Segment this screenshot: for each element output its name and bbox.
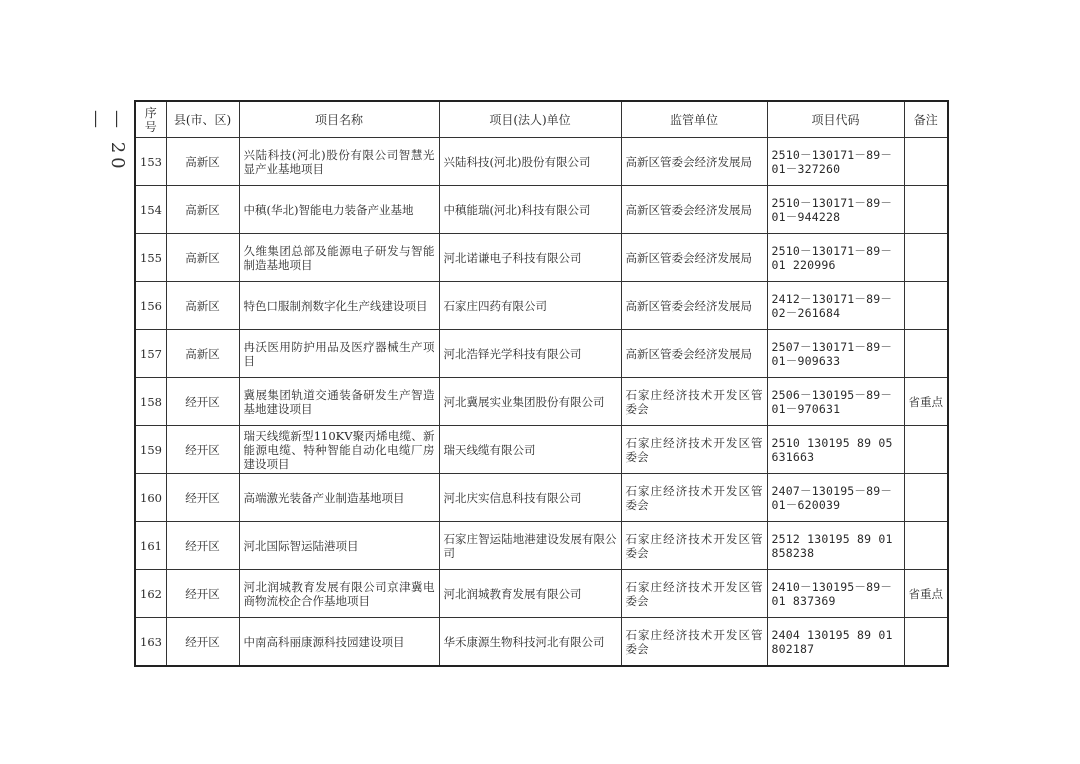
table-row: [135, 426, 948, 474]
note-cell: [904, 186, 948, 234]
note-cell: [904, 234, 948, 282]
project-name-cell: 中稹(华北)智能电力装备产业基地: [239, 186, 439, 234]
table-row: [135, 570, 948, 618]
supervisor-cell: 高新区管委会经济发展局: [621, 186, 767, 234]
header-project-name: 项目名称: [239, 101, 439, 138]
supervisor-cell: 高新区管委会经济发展局: [621, 330, 767, 378]
project-code-cell: 2510－130171－89－01－327260: [767, 138, 904, 186]
header-legal-unit: 项目(法人)单位: [439, 101, 621, 138]
header-supervisor: 监管单位: [621, 101, 767, 138]
county-cell: 经开区: [166, 522, 239, 570]
project-table: [134, 100, 949, 667]
table-row: [135, 378, 948, 426]
seq-cell: 156: [135, 282, 166, 330]
project-code-cell: 2510－130171－89－01－944228: [767, 186, 904, 234]
project-name-cell: 中南高科丽康源科技园建设项目: [239, 618, 439, 667]
legal-unit-cell: 河北润城教育发展有限公司: [439, 570, 621, 618]
note-cell: [904, 330, 948, 378]
county-cell: 高新区: [166, 330, 239, 378]
table-row: [135, 618, 948, 667]
county-cell: 高新区: [166, 234, 239, 282]
supervisor-cell: 石家庄经济技术开发区管委会: [621, 618, 767, 667]
header-project-code: 项目代码: [767, 101, 904, 138]
project-name-cell: 瑞天线缆新型110KV聚丙烯电缆、新能源电缆、特种智能自动化电缆厂房建设项目: [239, 426, 439, 474]
legal-unit-cell: 瑞天线缆有限公司: [439, 426, 621, 474]
seq-cell: 158: [135, 378, 166, 426]
project-name-cell: 冉沃医用防护用品及医疗器械生产项目: [239, 330, 439, 378]
project-name-cell: 河北润城教育发展有限公司京津冀电商物流校企合作基地项目: [239, 570, 439, 618]
seq-cell: 159: [135, 426, 166, 474]
county-cell: 高新区: [166, 282, 239, 330]
page-number: — 20 —: [86, 110, 128, 173]
seq-cell: 155: [135, 234, 166, 282]
seq-cell: 161: [135, 522, 166, 570]
project-code-cell: 2506－130195－89－01－970631: [767, 378, 904, 426]
county-cell: 经开区: [166, 474, 239, 522]
county-cell: 经开区: [166, 378, 239, 426]
seq-cell: 163: [135, 618, 166, 667]
project-code-cell: 2412－130171－89－02－261684: [767, 282, 904, 330]
supervisor-cell: 石家庄经济技术开发区管委会: [621, 378, 767, 426]
header-seq: 序号: [135, 101, 166, 138]
legal-unit-cell: 兴陆科技(河北)股份有限公司: [439, 138, 621, 186]
note-cell: [904, 474, 948, 522]
note-cell: [904, 522, 948, 570]
table-row: [135, 138, 948, 186]
seq-cell: 153: [135, 138, 166, 186]
project-name-cell: 特色口服制剂数字化生产线建设项目: [239, 282, 439, 330]
project-code-cell: 2510 130195 89 05 631663: [767, 426, 904, 474]
project-name-cell: 冀展集团轨道交通装备研发生产智造基地建设项目: [239, 378, 439, 426]
legal-unit-cell: 石家庄智运陆地港建设发展有限公司: [439, 522, 621, 570]
project-code-cell: 2410－130195－89－01 837369: [767, 570, 904, 618]
header-county: 县(市、区): [166, 101, 239, 138]
note-cell: [904, 138, 948, 186]
note-cell: 省重点: [904, 378, 948, 426]
legal-unit-cell: 河北庆实信息科技有限公司: [439, 474, 621, 522]
seq-cell: 154: [135, 186, 166, 234]
seq-cell: 160: [135, 474, 166, 522]
county-cell: 经开区: [166, 426, 239, 474]
project-name-cell: 高端激光装备产业制造基地项目: [239, 474, 439, 522]
note-cell: 省重点: [904, 570, 948, 618]
note-cell: [904, 618, 948, 667]
legal-unit-cell: 中稹能瑞(河北)科技有限公司: [439, 186, 621, 234]
seq-cell: 157: [135, 330, 166, 378]
project-code-cell: 2512 130195 89 01 858238: [767, 522, 904, 570]
legal-unit-cell: 河北冀展实业集团股份有限公司: [439, 378, 621, 426]
note-cell: [904, 282, 948, 330]
legal-unit-cell: 河北诺谦电子科技有限公司: [439, 234, 621, 282]
table-row: [135, 330, 948, 378]
header-note: 备注: [904, 101, 948, 138]
project-code-cell: 2407－130195－89－01－620039: [767, 474, 904, 522]
supervisor-cell: 高新区管委会经济发展局: [621, 234, 767, 282]
project-name-cell: 久维集团总部及能源电子研发与智能制造基地项目: [239, 234, 439, 282]
table-row: [135, 234, 948, 282]
county-cell: 高新区: [166, 138, 239, 186]
supervisor-cell: 石家庄经济技术开发区管委会: [621, 426, 767, 474]
legal-unit-cell: 石家庄四药有限公司: [439, 282, 621, 330]
project-name-cell: 兴陆科技(河北)股份有限公司智慧光显产业基地项目: [239, 138, 439, 186]
supervisor-cell: 石家庄经济技术开发区管委会: [621, 570, 767, 618]
seq-cell: 162: [135, 570, 166, 618]
legal-unit-cell: 河北浩铎光学科技有限公司: [439, 330, 621, 378]
table-row: [135, 522, 948, 570]
table-row: [135, 282, 948, 330]
table-header-row: [135, 101, 948, 138]
county-cell: 经开区: [166, 618, 239, 667]
note-cell: [904, 426, 948, 474]
table-row: [135, 474, 948, 522]
project-code-cell: 2507－130171－89－01－909633: [767, 330, 904, 378]
table-row: [135, 186, 948, 234]
supervisor-cell: 石家庄经济技术开发区管委会: [621, 474, 767, 522]
project-code-cell: 2404 130195 89 01 802187: [767, 618, 904, 667]
supervisor-cell: 石家庄经济技术开发区管委会: [621, 522, 767, 570]
legal-unit-cell: 华禾康源生物科技河北有限公司: [439, 618, 621, 667]
supervisor-cell: 高新区管委会经济发展局: [621, 138, 767, 186]
county-cell: 高新区: [166, 186, 239, 234]
project-code-cell: 2510－130171－89－01 220996: [767, 234, 904, 282]
project-name-cell: 河北国际智运陆港项目: [239, 522, 439, 570]
table-body: [135, 138, 948, 667]
supervisor-cell: 高新区管委会经济发展局: [621, 282, 767, 330]
county-cell: 经开区: [166, 570, 239, 618]
